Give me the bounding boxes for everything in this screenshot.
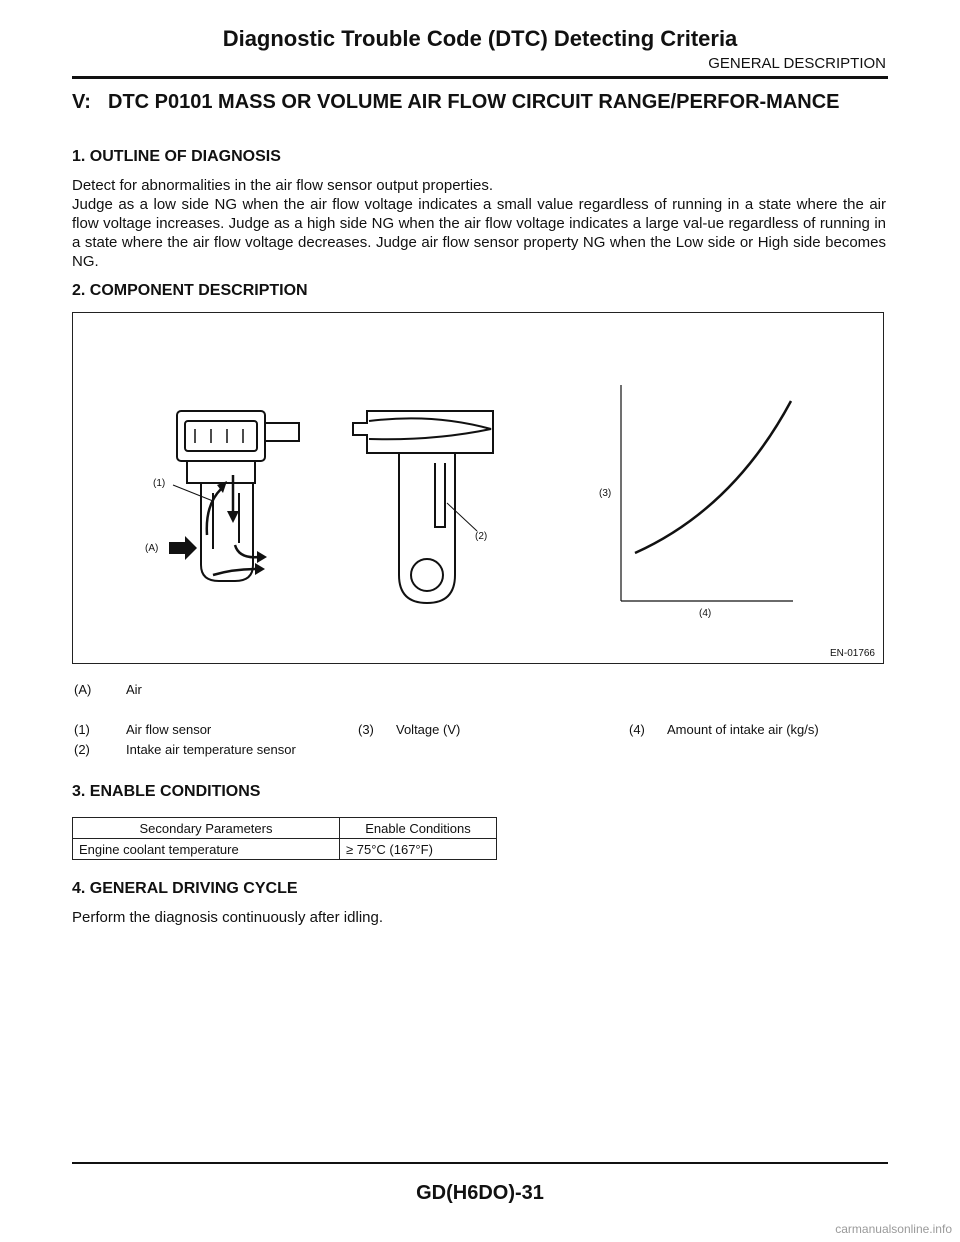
air-inlet-arrow [169, 536, 197, 560]
sensor-neck [187, 461, 255, 483]
header-rule [72, 76, 888, 79]
table-cell-param: Engine coolant temperature [73, 839, 340, 860]
table-cell-cond: ≥ 75°C (167°F) [340, 839, 497, 860]
callout-temp-sensor: (2) [475, 531, 488, 542]
sensor-connector-housing [177, 411, 265, 461]
airflow-arrow-out [235, 545, 259, 557]
outline-paragraph-2: Judge as a low side NG when the air flow voltage indicates a small value regardless of running in a state where the air flow voltage increases. Judge as a high side NG when the air flow voltage indicates a large val-ue regardless of running in a state where the air flow voltage decreases. Judge air flow sensor property NG when the Low side or High side becomes NG. [72, 196, 886, 270]
outline-paragraph-1: Detect for abnormalities in the air flow sensor output properties. [72, 177, 494, 194]
callout-air: (A) [145, 543, 159, 554]
callout-line-1 [173, 485, 213, 501]
table-header-row [73, 818, 497, 839]
callout-voltage: (3) [599, 488, 612, 499]
sensor2-probe [399, 453, 455, 603]
section-label: GENERAL DESCRIPTION [708, 55, 886, 72]
page-number: GD(H6DO)-31 [416, 1182, 544, 1204]
driving-heading: 4. GENERAL DRIVING CYCLE [72, 880, 298, 897]
callout-intake: (4) [699, 608, 712, 619]
figure-code: EN-01766 [829, 648, 875, 659]
table-header-cond: Enable Conditions [340, 818, 497, 839]
dtc-number: V: [72, 91, 91, 113]
component-figure [72, 312, 884, 664]
dtc-title: DTC P0101 MASS OR VOLUME AIR FLOW CIRCUIT RANGE/PERFOR-MANCE [108, 91, 840, 113]
watermark: carmanualsonline.info [835, 1222, 952, 1236]
sensor2-element [369, 418, 491, 439]
graph-curve [635, 401, 791, 553]
footer-rule [72, 1162, 888, 1164]
table-header-param: Secondary Parameters [73, 818, 340, 839]
callout-sensor: (1) [153, 478, 166, 489]
temp-sensor-element [435, 463, 445, 527]
enable-heading: 3. ENABLE CONDITIONS [72, 783, 261, 800]
sensor2-tip [411, 559, 443, 591]
component-heading: 2. COMPONENT DESCRIPTION [72, 282, 308, 299]
sensor-illustration [73, 313, 885, 665]
outline-heading: 1. OUTLINE OF DIAGNOSIS [72, 148, 281, 165]
table-row [73, 839, 497, 860]
sensor-connector-socket [185, 421, 257, 451]
callout-line-2 [447, 503, 477, 531]
document-title: Diagnostic Trouble Code (DTC) Detecting Criteria [222, 26, 738, 51]
sensor-connector-tab [265, 423, 299, 441]
enable-conditions-table [72, 817, 497, 860]
sensor-probe [201, 483, 253, 581]
driving-paragraph: Perform the diagnosis continuously after idling. [72, 909, 384, 926]
